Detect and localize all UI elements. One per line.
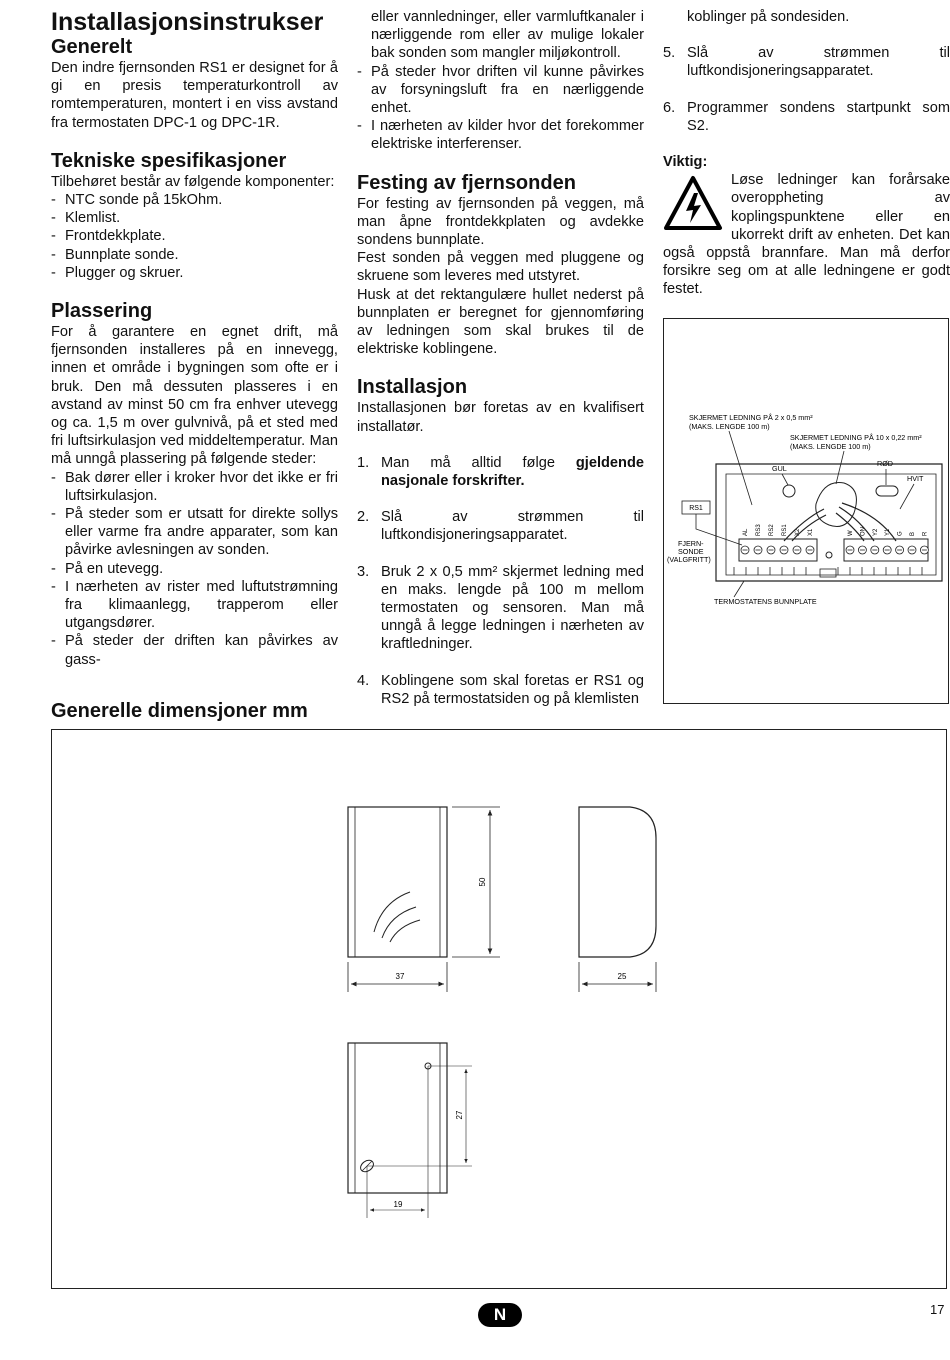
step-text: Slå av strømmen til luftkondisjoneringsapparatet. (687, 45, 950, 80)
terminal-label: X2 (795, 528, 801, 536)
list-item-continued (357, 8, 644, 63)
install-steps (357, 454, 644, 708)
dimensions-svg (52, 730, 948, 1290)
generelt-text: Den indre fjernsonden RS1 er designet for å gi en presis temperaturkontroll av romtemperaturen, montert i en viss avstand fra termostaten DPC-1 og DPC-1R. (51, 60, 338, 131)
list-item: - På steder hvor driften vil kunne påvirkes av forsyningsluft fra en nærliggende enhet. (357, 63, 644, 118)
terminal-label: RS1 (782, 524, 788, 536)
gul-leader (782, 474, 788, 485)
list-item: - Klemlist. (51, 209, 338, 227)
step-6 (663, 99, 950, 135)
hole-dimension-v (367, 1066, 472, 1218)
cable1-leader (729, 431, 752, 505)
terminal-label: ON (860, 527, 867, 536)
tekniske-list (51, 191, 338, 282)
fjern-label-b: SONDE (678, 547, 704, 556)
wiring-diagram (663, 318, 949, 704)
depth-value: 25 (617, 972, 627, 981)
terminal-label: R (922, 531, 929, 536)
language-badge: N (478, 1303, 522, 1327)
list-item: - På en utevegg. (51, 560, 338, 578)
list-item: - Bunnplate sonde. (51, 246, 338, 264)
step-4-continued: koblinger på sondesiden. (687, 9, 850, 25)
terminal-label: X1 (808, 528, 814, 536)
terminal-label: W (848, 530, 854, 536)
hole-v-value: 27 (455, 1110, 464, 1120)
step-4 (357, 672, 644, 708)
step-number: 3. (357, 563, 370, 580)
terminal-label: Y1 (885, 528, 892, 536)
cable2-leader (836, 451, 844, 484)
step-number: 1. (357, 454, 370, 471)
width-value: 37 (395, 972, 405, 981)
heading-plassering: Plassering (51, 300, 153, 323)
install-steps-continued (663, 44, 950, 135)
heading-tekniske: Tekniske spesifikasjoner (51, 149, 287, 172)
base-label: TERMOSTATENS BUNNPLATE (714, 597, 817, 606)
cable2-label-b: (MAKS. LENGDE 100 m) (790, 442, 871, 451)
plassering-list (51, 469, 338, 669)
list-item-text: eller vannledninger, eller varmluftkanaler i nærliggende rom eller av mulige lokaler bak sonden som mangler miljøkontroll. (371, 9, 644, 62)
step-text: Koblingene som skal foretas er RS1 og RS2 på termostatsiden og på klemlisten (381, 672, 644, 707)
viktig-text: Løse ledninger kan forårsake overoppheting av koplingspunktene eller en ukorrekt drift av enheten. Det kan også oppstå brannfare. Man må derfor forsikre seg om at alle ledningene er godt festet. (663, 172, 950, 298)
cable1-label-a: SKJERMET LEDNING PÅ 2 x 0,5 mm² (689, 413, 813, 422)
list-item: - I nærheten av kilder hvor det forekommer elektriske interferenser. (357, 117, 644, 153)
list-item: - I nærheten av rister med luftutstrømning fra klimaanlegg, trapperom eller utgangsdører. (51, 578, 338, 633)
heading-dimensjoner: Generelle dimensjoner mm (51, 700, 308, 722)
column-3 (663, 8, 950, 299)
terminal-label: B (910, 531, 916, 536)
base-teeth (734, 567, 922, 577)
wiring-diagram-svg (664, 319, 950, 705)
rod-label: RØD (877, 459, 893, 468)
side-view (579, 807, 656, 957)
step-number: 2. (357, 509, 370, 526)
cable2-label-a: SKJERMET LEDNING PÅ 10 x 0,22 mm² (790, 433, 922, 442)
terminal-label: G (897, 531, 904, 536)
festing-p1: For festing av fjernsonden på veggen, må man åpne frontdekkplaten og avdekke sondens bunnplate. (357, 195, 644, 249)
hole-h-value: 19 (393, 1200, 403, 1209)
hvit-label: HVIT (907, 474, 924, 483)
page-number: 17 (930, 1302, 945, 1317)
height-dimension (452, 807, 500, 957)
gul-label: GUL (772, 464, 787, 473)
back-view (348, 1043, 447, 1193)
base-leader (734, 581, 744, 597)
page-title: Installasjonsinstrukser (51, 8, 324, 36)
fjern-label-a: FJERN- (678, 539, 704, 548)
screw-hole (826, 552, 832, 558)
festing-p2: Fest sonden på veggen med pluggene og skruene som leveres med utstyret. (357, 250, 644, 285)
cable-opening (816, 482, 857, 526)
list-item: - På steder der driften kan påvirkes av gass- (51, 632, 338, 668)
high-voltage-warning-icon (663, 175, 723, 233)
list-item: - Bak dører eller i kroker hvor det ikke er fri luftsirkulasjon. (51, 469, 338, 505)
front-view (348, 807, 447, 957)
list-item: - Plugger og skruer. (51, 264, 338, 282)
list-item: - NTC sonde på 15kOhm. (51, 191, 338, 209)
cable-rs (784, 509, 824, 541)
hvit-leader (900, 484, 914, 509)
cable1-label-b: (MAKS. LENGDE 100 m) (689, 422, 770, 431)
step-text: Bruk 2 x 0,5 mm² skjermet ledning med en maks. lengde på 100 m mellom termostaten og sensoren. Man må unngå å legge ledningen i nærheten av kraftledninger. (381, 563, 644, 653)
fjern-label-c: (VALGFRITT) (667, 555, 711, 564)
terminal-block-left (739, 539, 817, 561)
step-1 (357, 454, 644, 490)
terminal-label: AL (743, 528, 749, 536)
oval-rod (876, 486, 898, 496)
oval-gul (783, 485, 795, 497)
heading-installasjon: Installasjon (357, 376, 468, 399)
column-2 (357, 8, 644, 726)
step-number: 4. (357, 672, 370, 689)
list-item: - På steder som er utsatt for direkte sollys eller varme fra andre apparater, som kan påvirke avlesningen av sonden. (51, 505, 338, 560)
step-text: Man må alltid følge (381, 454, 576, 471)
height-value: 50 (478, 877, 487, 887)
viktig-heading: Viktig: (663, 154, 708, 171)
step-5 (663, 44, 950, 80)
step-text: Programmer sondens startpunkt som S2. (687, 99, 950, 134)
step-text: Slå av strømmen til luftkondisjoneringsapparatet. (381, 509, 644, 544)
step-3 (357, 563, 644, 654)
column-1 (51, 8, 338, 669)
plassering-list-continued (357, 8, 644, 154)
step-number: 5. (663, 45, 676, 62)
terminal-label: RS3 (756, 524, 762, 536)
step-2 (357, 508, 644, 544)
festing-p3: Husk at det rektangulære hullet nederst på bunnplaten er beregnet for gjennomføring av ledningen som skal brukes til de elektriske koblingene. (357, 286, 644, 358)
step-text-bold: gjeldende nasjonale forskrifter. (381, 454, 644, 490)
list-item: - Frontdekkplate. (51, 227, 338, 245)
terminal-label: Y2 (872, 528, 879, 536)
heading-festing: Festing av fjernsonden (357, 171, 576, 194)
terminal-label: RS2 (769, 524, 775, 536)
rs1-label: RS1 (689, 505, 703, 512)
warning-block (663, 171, 950, 298)
plassering-text: For å garantere en egnet drift, må fjernsonden installeres på en innevegg, innen et område i bygningen som ofte er i bruk. Den må dessuten plasseres i en avstand av minst 50 cm fra enhver utevegg og ca. 1,5 m over gulvnivå, på et sted med fri luftsirkulasjon ved middeltemperatur. Man må unngå plassering på følgende steder: (51, 324, 338, 468)
step-number: 6. (663, 99, 676, 116)
install-intro: Installasjonen bør foretas av en kvalifisert installatør. (357, 400, 644, 435)
cable-multi (839, 507, 874, 541)
tekniske-intro: Tilbehøret består av følgende komponenter: (51, 173, 335, 190)
dimensions-figure (51, 729, 947, 1289)
heading-generelt: Generelt (51, 36, 133, 58)
